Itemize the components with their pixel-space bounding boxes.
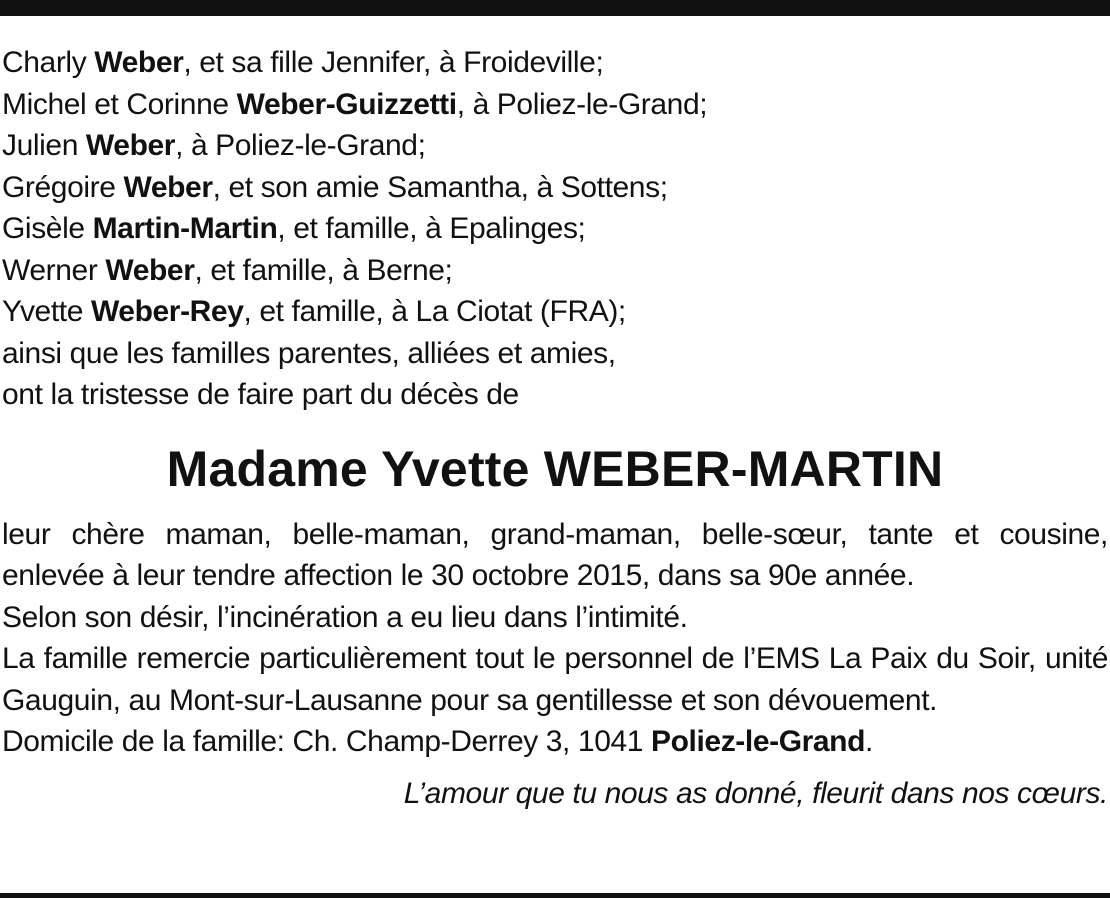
tribute-paragraph: leur chère maman, belle-maman, grand-maman, belle-sœur, tante et cousine, enlevée à leur tendre affection le 30 octobre 2015, dans sa 90e année. [2, 517, 1108, 592]
top-border-rule [0, 0, 1110, 16]
closing-motto: L’amour que tu nous as donné, fleurit dans nos cœurs. [403, 776, 1108, 810]
family-surname: Weber [94, 46, 184, 79]
family-surname: Weber [123, 170, 213, 204]
family-line-michel: Michel et Corinne Weber-Guizzetti, à Poliez-le-Grand; [2, 87, 708, 121]
family-line-yvette: Yvette Weber-Rey, et famille, à La Ciotat (FRA); [2, 295, 626, 328]
family-surname: Weber [85, 129, 176, 162]
family-line-gregoire: Grégoire Weber, et son amie Samantha, à Sottens; [2, 170, 668, 204]
family-list [2, 42, 1108, 416]
family-surname: Martin-Martin [92, 212, 278, 245]
domicile-place: Poliez-le-Grand [651, 725, 866, 758]
family-line-julien: Julien Weber, à Poliez-le-Grand; [2, 129, 426, 162]
family-surname: Weber-Guizzetti [236, 87, 457, 121]
deceased-name-heading: Madame Yvette WEBER-MARTIN [166, 440, 944, 497]
family-surname: Weber [105, 253, 195, 287]
family-line-charly: Charly Weber, et sa fille Jennifer, à Froideville; [2, 46, 604, 79]
intro-line-announcement: ont la tristesse de faire part du décès de [2, 378, 519, 411]
domicile-paragraph: Domicile de la famille: Ch. Champ-Derrey 3, 1041 Poliez-le-Grand. [2, 725, 873, 758]
thanks-paragraph: La famille remercie particulièrement tout le personnel de l’EMS La Paix du Soir, unité Gauguin, au Mont-sur-Lausanne pour sa gentillesse et son dévouement. [2, 642, 1108, 717]
cremation-paragraph: Selon son désir, l’incinération a eu lieu dans l’intimité. [2, 600, 688, 634]
family-surname: Weber-Rey [90, 295, 244, 328]
notice-body [2, 514, 1108, 763]
obituary-notice [2, 42, 1108, 814]
family-line-werner: Werner Weber, et famille, à Berne; [2, 253, 453, 287]
family-line-gisele: Gisèle Martin-Martin, et famille, à Epalinges; [2, 212, 586, 245]
intro-line-relatives: ainsi que les familles parentes, alliées et amies, [2, 336, 616, 370]
bottom-border-rule [0, 893, 1110, 898]
